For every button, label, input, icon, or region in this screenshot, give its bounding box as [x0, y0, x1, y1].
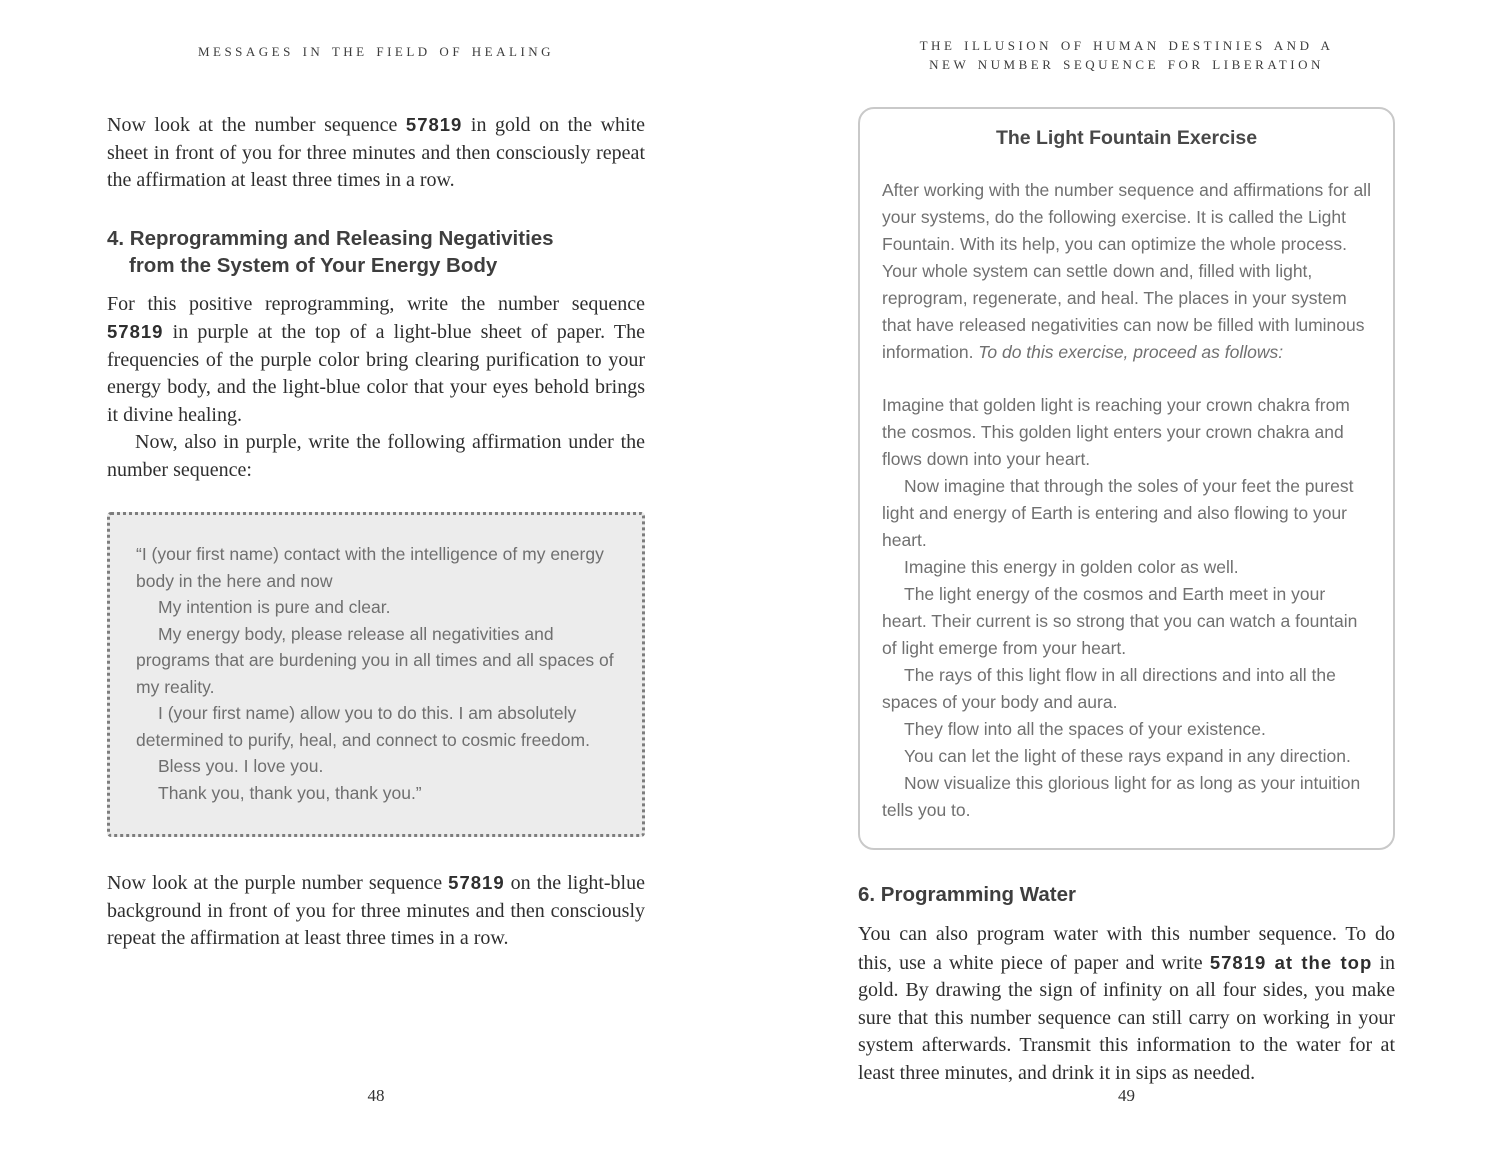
- section-heading-6: 6. Programming Water: [858, 883, 1076, 906]
- exercise-paragraph: Imagine this energy in golden color as well.: [904, 557, 1239, 577]
- section-heading-4-line2: from the System of Your Energy Body: [129, 253, 498, 277]
- paragraph-programming-water: You can also program water with this number sequence. To do this, use a white piece of paper and write 57819 at the top in gold. By drawing the sign of infinity on all four sides, you make sure that this number sequence can still carry on working in your system afterwards. Transmit this information to the water for at least three minutes, and drink it in sips as needed.: [858, 923, 1395, 1084]
- page-left: [107, 42, 645, 953]
- paragraph-look-purple: Now look at the purple number sequence 57819 on the light-blue background in front of you for three minutes and then consciously repeat the affirmation at least three times in a row.: [107, 872, 645, 949]
- running-head-right-line1: THE ILLUSION OF HUMAN DESTINIES AND A: [919, 38, 1334, 53]
- paragraph-reprogramming: For this positive reprogramming, write the number sequence 57819 in purple at the top of a light-blue sheet of paper. The frequencies of the purple color bring clearing purification to your energy body, and the light-blue color that your eyes behold brings it divine healing.: [107, 292, 645, 426]
- exercise-paragraph: Now imagine that through the soles of your feet the purest light and energy of Earth is entering and also flowing to your heart.: [882, 476, 1354, 550]
- exercise-paragraph: Now visualize this glorious light for as long as your intuition tells you to.: [882, 773, 1361, 820]
- exercise-paragraph: The light energy of the cosmos and Earth meet in your heart. Their current is so strong that you can watch a fountain of light emerge from your heart.: [882, 584, 1358, 658]
- light-fountain-exercise-box: [858, 107, 1395, 850]
- page-right: [858, 36, 1395, 1087]
- paragraph-look-gold: Now look at the number sequence 57819 in gold on the white sheet in front of you for three minutes and then consciously repeat the affirmation at least three times in a row.: [107, 114, 646, 191]
- affirmation-line: I (your first name) allow you to do this. I am absolutely determined to purify, heal, and connect to cosmic freedom.: [136, 703, 590, 750]
- page-number-left: 48: [367, 1086, 385, 1105]
- affirmation-line: Thank you, thank you, thank you.”: [158, 782, 422, 803]
- affirmation-line: My energy body, please release all negativities and programs that are burdening you in all times and all spaces of my reality.: [136, 623, 614, 697]
- exercise-paragraph: Imagine that golden light is reaching your crown chakra from the cosmos. This golden light enters your crown chakra and flows down into your heart.: [882, 395, 1350, 469]
- paragraph-write-affirmation: Now, also in purple, write the following affirmation under the number sequence:: [107, 431, 645, 481]
- exercise-paragraph: The rays of this light flow in all directions and into all the spaces of your body and aura.: [882, 665, 1336, 712]
- affirmation-line: “I (your first name) contact with the intelligence of my energy body in the here and now: [136, 544, 604, 591]
- affirmation-line: My intention is pure and clear.: [158, 597, 391, 617]
- running-head-right-line2: NEW NUMBER SEQUENCE FOR LIBERATION: [929, 57, 1324, 72]
- affirmation-line: Bless you. I love you.: [158, 756, 324, 776]
- affirmation-box: [107, 512, 645, 837]
- exercise-paragraph: You can let the light of these rays expand in any direction.: [904, 746, 1351, 766]
- page-number-right: 49: [1118, 1086, 1135, 1105]
- exercise-paragraph: After working with the number sequence and affirmations for all your systems, do the following exercise. It is called the Light Fountain. With its help, you can optimize the whole process. Your whole system can settle down and, filled with light, reprogram, regenerate, and heal. The places in your system that have released negativities can now be filled with luminous information. To do this exercise, proceed as follows:: [882, 180, 1371, 362]
- exercise-paragraph: They flow into all the spaces of your existence.: [904, 719, 1266, 739]
- running-head-left: MESSAGES IN THE FIELD OF HEALING: [197, 44, 555, 59]
- section-heading-4: [107, 225, 645, 279]
- running-head-right: [858, 36, 1395, 74]
- section-heading-4-line1: 4. Reprogramming and Releasing Negativities: [107, 226, 554, 250]
- exercise-box-title: The Light Fountain Exercise: [995, 127, 1258, 149]
